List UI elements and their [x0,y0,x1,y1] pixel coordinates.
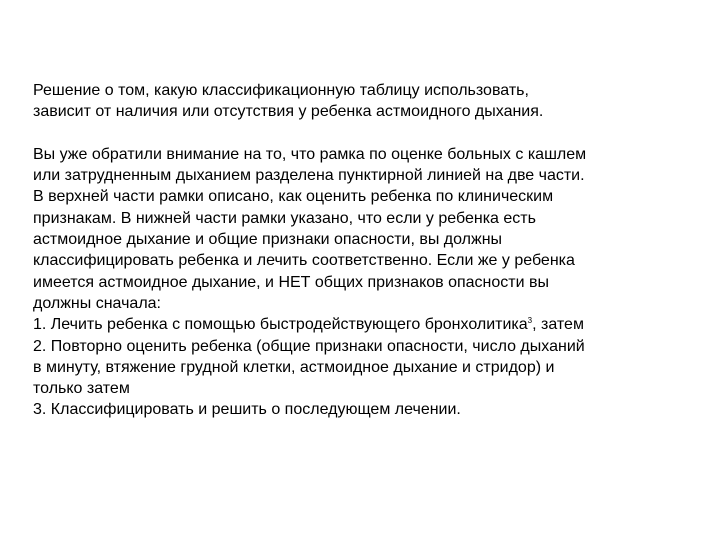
text-line: Решение о том, какую классификационную таблицу использовать, [33,82,529,99]
step-2-line: 2. Повторно оценить ребенка (общие признаки опасности, число дыханий [33,337,585,355]
text-line: должны сначала: [33,294,161,312]
text-line: астмоидное дыхание и общие признаки опасности, вы должны [33,231,503,249]
intro-paragraph [33,80,683,123]
step-1-text: 1. Лечить ребенка с помощью быстродействующего бронхолитика [33,316,528,334]
instructions-paragraph [33,144,683,421]
step-2-line: только затем [33,380,130,398]
step-1 [33,314,683,335]
footnote-marker: 3 [527,316,533,326]
step-1-suffix: , затем [532,316,584,334]
step-3: 3. Классифицировать и решить о последующем лечении. [33,401,461,419]
text-line: признакам. В нижней части рамки указано, что если у ребенка есть [33,209,536,227]
text-line: В верхней части рамки описано, как оценить ребенка по клиническим [33,188,554,206]
text-line: классифицировать ребенка и лечить соответственно. Если же у ребенка [33,252,575,270]
text-line: Вы уже обратили внимание на то, что рамка по оценке больных с кашлем [33,145,587,163]
paragraph-spacer [33,123,683,144]
step-2-line: в минуту, втяжение грудной клетки, астмоидное дыхание и стридор) и [33,358,555,376]
text-line: или затрудненным дыханием разделена пунктирной линией на две части. [33,167,585,185]
body-text [33,80,683,421]
text-line: зависит от наличия или отсутствия у ребенка астмоидного дыхания. [33,103,544,121]
text-line: имеется астмоидное дыхание, и НЕТ общих признаков опасности вы [33,273,549,291]
